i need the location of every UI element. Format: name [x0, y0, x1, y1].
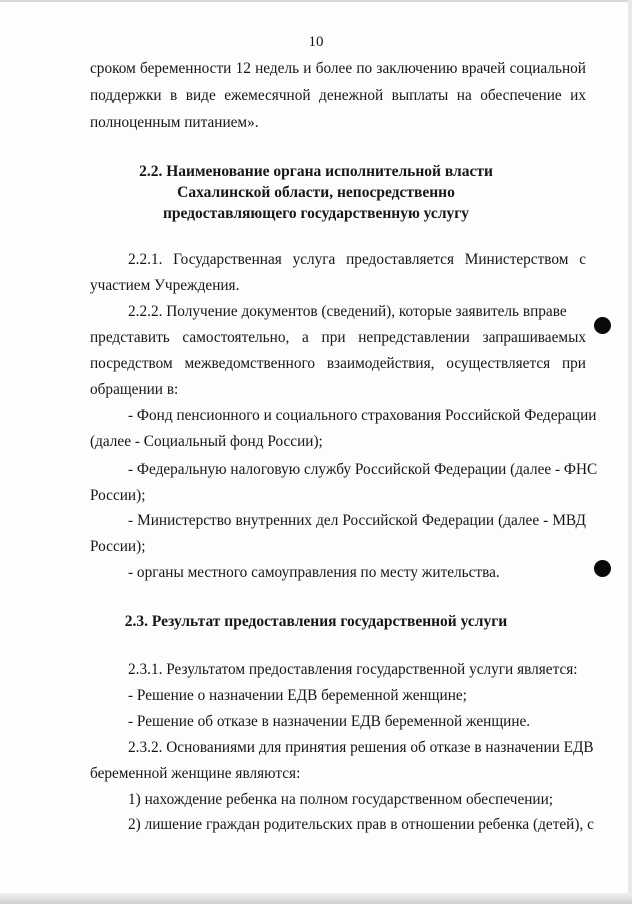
list-item: - Решение об отказе в назначении ЕДВ беременной женщине.: [128, 713, 531, 730]
section-heading-2-2: 2.2. Наименование органа исполнительной власти: [139, 163, 493, 180]
paragraph-line: полноценным питанием».: [90, 114, 259, 131]
section-heading-2-2: предоставляющего государственную услугу: [162, 205, 470, 222]
list-item: - Министерство внутренних дел Российской Федерации (далее - МВД: [128, 512, 586, 529]
paragraph-line: представить самостоятельно, а при непредставлении запрашиваемых: [90, 329, 586, 346]
list-item: (далее - Социальный фонд России);: [90, 433, 323, 450]
punch-hole-mark: [594, 560, 611, 577]
paragraph-line: 2.2.2. Получение документов (сведений), которые заявитель вправе: [128, 303, 567, 320]
list-item: России);: [90, 538, 146, 555]
list-item: 1) нахождение ребенка на полном государственном обеспечении;: [128, 791, 554, 808]
paragraph-line: 2.3.2. Основаниями для принятия решения об отказе в назначении ЕДВ: [128, 739, 594, 756]
page-number: 10: [308, 34, 324, 50]
paragraph-line: участием Учреждения.: [90, 277, 240, 294]
paragraph-line: обращении в:: [90, 381, 179, 398]
list-item: - Фонд пенсионного и социального страхования Российской Федерации: [128, 407, 597, 424]
list-item: - Федеральную налоговую службу Российской Федерации (далее - ФНС: [128, 461, 598, 478]
list-item: России);: [90, 487, 146, 504]
scan-edge-top: [0, 0, 632, 2]
section-heading-2-2: Сахалинской области, непосредственно: [177, 184, 455, 201]
scan-edge-right: [628, 0, 632, 904]
paragraph-line: беременной женщине являются:: [90, 765, 301, 782]
paragraph-line: сроком беременности 12 недель и более по заключению врачей социальной: [90, 60, 586, 77]
list-item: - органы местного самоуправления по месту жительства.: [128, 564, 500, 581]
paragraph-line: поддержки в виде ежемесячной денежной выплаты на обеспечение их: [90, 87, 586, 104]
paragraph-line: 2.2.1. Государственная услуга предоставляется Министерством с: [128, 251, 586, 268]
paragraph-line: 2.3.1. Результатом предоставления государственной услуги является:: [128, 661, 578, 678]
section-heading-2-3: 2.3. Результат предоставления государственной услуги: [124, 613, 508, 630]
list-item: - Решение о назначении ЕДВ беременной женщине;: [128, 687, 467, 704]
paragraph-line: посредством межведомственного взаимодействия, осуществляется при: [90, 355, 586, 372]
scan-edge-bottom: [0, 893, 632, 904]
punch-hole-mark: [594, 317, 611, 334]
list-item: 2) лишение граждан родительских прав в отношении ребенка (детей), с: [128, 816, 594, 833]
